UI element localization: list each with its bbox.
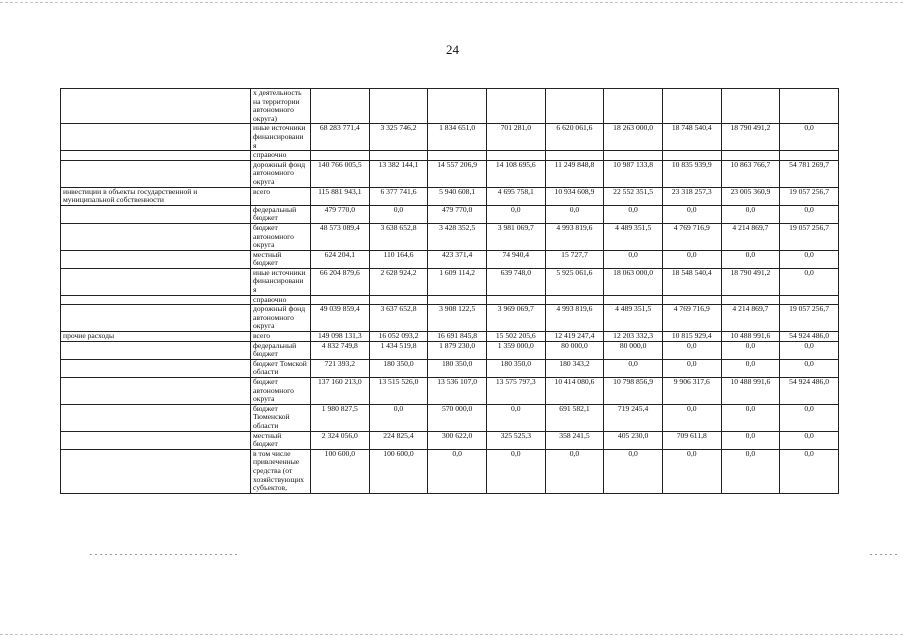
amount-cell: 701 281,0 — [486, 124, 545, 151]
amount-cell: 18 748 540,4 — [662, 124, 721, 151]
amount-cell: 18 263 000,0 — [604, 124, 663, 151]
amount-cell: 0,0 — [721, 359, 780, 377]
amount-cell: 570 000,0 — [428, 404, 487, 431]
amount-cell: 0,0 — [780, 268, 839, 295]
funding-source-cell: иные источники финансировани я — [251, 268, 311, 295]
amount-cell — [428, 295, 487, 305]
amount-cell — [428, 89, 487, 124]
table-row — [61, 268, 839, 295]
table-row — [61, 205, 839, 223]
amount-cell: 18 548 540,4 — [662, 268, 721, 295]
amount-cell: 3 428 352,5 — [428, 223, 487, 250]
amount-cell: 0,0 — [662, 449, 721, 493]
table-row — [61, 305, 839, 332]
amount-cell: 0,0 — [780, 359, 839, 377]
amount-cell — [662, 89, 721, 124]
funding-source-cell: местный бюджет — [251, 431, 311, 449]
funding-source-cell: х деятельность на территории автономного округа) — [251, 89, 311, 124]
amount-cell: 4 769 716,9 — [662, 305, 721, 332]
amount-cell: 10 835 939,9 — [662, 160, 721, 187]
amount-cell: 54 781 269,7 — [780, 160, 839, 187]
scan-dots-right — [870, 554, 898, 555]
table-row — [61, 250, 839, 268]
amount-cell: 325 525,3 — [486, 431, 545, 449]
amount-cell: 137 160 213,0 — [311, 378, 370, 405]
table-row — [61, 359, 839, 377]
amount-cell: 180 350,0 — [369, 359, 428, 377]
amount-cell: 691 582,1 — [545, 404, 604, 431]
funding-source-cell: иные источники финансировани я — [251, 124, 311, 151]
amount-cell: 4 489 351,5 — [604, 305, 663, 332]
amount-cell: 3 325 746,2 — [369, 124, 428, 151]
funding-source-cell: справочно — [251, 295, 311, 305]
section-cell — [61, 205, 251, 223]
section-cell — [61, 151, 251, 161]
table-row — [61, 341, 839, 359]
amount-cell: 10 488 991,6 — [721, 378, 780, 405]
amount-cell: 0,0 — [545, 449, 604, 493]
budget-table — [60, 88, 839, 494]
funding-source-cell: бюджет автономного округа — [251, 378, 311, 405]
amount-cell: 0,0 — [428, 449, 487, 493]
amount-cell: 19 057 256,7 — [780, 223, 839, 250]
amount-cell — [369, 89, 428, 124]
amount-cell: 5 940 608,1 — [428, 187, 487, 205]
section-cell — [61, 223, 251, 250]
amount-cell: 3 981 069,7 — [486, 223, 545, 250]
section-cell — [61, 124, 251, 151]
amount-cell: 0,0 — [780, 449, 839, 493]
amount-cell: 18 790 491,2 — [721, 268, 780, 295]
amount-cell: 1 609 114,2 — [428, 268, 487, 295]
funding-source-cell: в том числе привлеченные средства (от хозяйствующих субъектов, — [251, 449, 311, 493]
amount-cell — [311, 295, 370, 305]
amount-cell: 4 214 869,7 — [721, 305, 780, 332]
funding-source-cell: всего — [251, 332, 311, 342]
amount-cell: 0,0 — [486, 404, 545, 431]
amount-cell: 0,0 — [780, 404, 839, 431]
section-cell — [61, 160, 251, 187]
amount-cell: 0,0 — [721, 449, 780, 493]
amount-cell — [780, 89, 839, 124]
page-number: 24 — [446, 42, 459, 57]
amount-cell: 0,0 — [721, 341, 780, 359]
funding-source-cell: бюджет автономного округа — [251, 223, 311, 250]
amount-cell: 23 005 360,9 — [721, 187, 780, 205]
amount-cell: 0,0 — [662, 341, 721, 359]
amount-cell: 709 611,8 — [662, 431, 721, 449]
table-row — [61, 160, 839, 187]
amount-cell: 358 241,5 — [545, 431, 604, 449]
amount-cell — [486, 295, 545, 305]
amount-cell: 719 245,4 — [604, 404, 663, 431]
amount-cell: 639 748,0 — [486, 268, 545, 295]
amount-cell: 13 536 107,0 — [428, 378, 487, 405]
amount-cell: 423 371,4 — [428, 250, 487, 268]
amount-cell: 9 906 317,6 — [662, 378, 721, 405]
section-cell — [61, 359, 251, 377]
amount-cell: 300 622,0 — [428, 431, 487, 449]
amount-cell: 0,0 — [486, 205, 545, 223]
amount-cell — [662, 151, 721, 161]
section-cell — [61, 305, 251, 332]
amount-cell: 405 230,0 — [604, 431, 663, 449]
section-cell — [61, 431, 251, 449]
table-row — [61, 89, 839, 124]
amount-cell: 16 691 845,8 — [428, 332, 487, 342]
section-cell — [61, 250, 251, 268]
table-row — [61, 124, 839, 151]
amount-cell — [721, 89, 780, 124]
section-cell — [61, 404, 251, 431]
table-row — [61, 151, 839, 161]
amount-cell: 13 515 526,0 — [369, 378, 428, 405]
amount-cell: 0,0 — [780, 431, 839, 449]
amount-cell: 479 770,0 — [428, 205, 487, 223]
amount-cell — [369, 295, 428, 305]
amount-cell — [604, 151, 663, 161]
amount-cell: 110 164,6 — [369, 250, 428, 268]
amount-cell: 18 790 491,2 — [721, 124, 780, 151]
amount-cell: 10 815 929,4 — [662, 332, 721, 342]
amount-cell: 0,0 — [662, 404, 721, 431]
amount-cell: 10 798 856,9 — [604, 378, 663, 405]
table-row — [61, 187, 839, 205]
amount-cell: 0,0 — [780, 341, 839, 359]
funding-source-cell: всего — [251, 187, 311, 205]
amount-cell: 15 502 205,6 — [486, 332, 545, 342]
amount-cell — [545, 89, 604, 124]
funding-source-cell: справочно — [251, 151, 311, 161]
table-row — [61, 404, 839, 431]
amount-cell: 1 359 000,0 — [486, 341, 545, 359]
amount-cell: 100 600,0 — [311, 449, 370, 493]
amount-cell: 4 489 351,5 — [604, 223, 663, 250]
amount-cell: 10 488 991,6 — [721, 332, 780, 342]
amount-cell: 3 637 652,8 — [369, 305, 428, 332]
amount-cell — [604, 89, 663, 124]
top-scan-edge — [0, 2, 905, 3]
amount-cell: 0,0 — [721, 431, 780, 449]
amount-cell: 3 908 122,5 — [428, 305, 487, 332]
scan-dots-left — [90, 554, 240, 555]
amount-cell: 14 557 206,9 — [428, 160, 487, 187]
table-row — [61, 431, 839, 449]
amount-cell — [604, 295, 663, 305]
amount-cell: 624 204,1 — [311, 250, 370, 268]
amount-cell: 0,0 — [721, 250, 780, 268]
amount-cell: 10 414 080,6 — [545, 378, 604, 405]
amount-cell — [486, 89, 545, 124]
amount-cell: 4 993 819,6 — [545, 305, 604, 332]
amount-cell — [721, 295, 780, 305]
amount-cell: 0,0 — [369, 205, 428, 223]
funding-source-cell: бюджет Томской области — [251, 359, 311, 377]
amount-cell: 49 039 859,4 — [311, 305, 370, 332]
amount-cell: 23 318 257,3 — [662, 187, 721, 205]
amount-cell: 0,0 — [486, 449, 545, 493]
amount-cell — [721, 151, 780, 161]
amount-cell: 4 769 716,9 — [662, 223, 721, 250]
amount-cell: 0,0 — [369, 404, 428, 431]
amount-cell: 1 879 230,0 — [428, 341, 487, 359]
table-row — [61, 223, 839, 250]
amount-cell: 479 770,0 — [311, 205, 370, 223]
amount-cell: 18 063 000,0 — [604, 268, 663, 295]
amount-cell: 12 419 247,4 — [545, 332, 604, 342]
amount-cell: 11 249 848,8 — [545, 160, 604, 187]
amount-cell: 6 620 061,6 — [545, 124, 604, 151]
amount-cell — [311, 151, 370, 161]
amount-cell: 0,0 — [780, 124, 839, 151]
table-row — [61, 378, 839, 405]
amount-cell: 48 573 089,4 — [311, 223, 370, 250]
amount-cell: 180 343,2 — [545, 359, 604, 377]
amount-cell: 10 863 766,7 — [721, 160, 780, 187]
amount-cell: 4 214 869,7 — [721, 223, 780, 250]
amount-cell: 180 350,0 — [486, 359, 545, 377]
amount-cell — [428, 151, 487, 161]
funding-source-cell: федеральный бюджет — [251, 341, 311, 359]
funding-source-cell: дорожный фонд автономного округа — [251, 160, 311, 187]
amount-cell: 100 600,0 — [369, 449, 428, 493]
amount-cell: 16 052 093,2 — [369, 332, 428, 342]
amount-cell: 66 204 879,6 — [311, 268, 370, 295]
section-cell — [61, 449, 251, 493]
amount-cell: 3 969 069,7 — [486, 305, 545, 332]
amount-cell: 13 382 144,1 — [369, 160, 428, 187]
funding-source-cell: бюджет Тюменской области — [251, 404, 311, 431]
amount-cell: 0,0 — [545, 205, 604, 223]
amount-cell: 721 393,2 — [311, 359, 370, 377]
amount-cell: 3 638 652,8 — [369, 223, 428, 250]
amount-cell: 6 377 741,6 — [369, 187, 428, 205]
section-cell: прочие расходы — [61, 332, 251, 342]
amount-cell: 80 000,0 — [604, 341, 663, 359]
amount-cell: 0,0 — [780, 205, 839, 223]
amount-cell: 1 980 827,5 — [311, 404, 370, 431]
amount-cell: 2 628 924,2 — [369, 268, 428, 295]
amount-cell: 0,0 — [780, 250, 839, 268]
amount-cell: 0,0 — [721, 404, 780, 431]
amount-cell — [369, 151, 428, 161]
table-row — [61, 332, 839, 342]
amount-cell: 54 924 486,0 — [780, 332, 839, 342]
amount-cell: 1 434 519,8 — [369, 341, 428, 359]
amount-cell — [662, 295, 721, 305]
amount-cell: 15 727,7 — [545, 250, 604, 268]
amount-cell: 0,0 — [662, 205, 721, 223]
bottom-scan-edge — [0, 634, 905, 635]
amount-cell — [311, 89, 370, 124]
section-cell: инвестиции в объекты государственной и муниципальной собственности — [61, 187, 251, 205]
amount-cell — [780, 295, 839, 305]
amount-cell — [545, 151, 604, 161]
amount-cell: 19 057 256,7 — [780, 187, 839, 205]
amount-cell: 1 834 651,0 — [428, 124, 487, 151]
amount-cell — [780, 151, 839, 161]
amount-cell: 180 350,0 — [428, 359, 487, 377]
amount-cell: 10 934 608,9 — [545, 187, 604, 205]
amount-cell: 115 881 943,1 — [311, 187, 370, 205]
amount-cell: 5 925 061,6 — [545, 268, 604, 295]
amount-cell: 149 098 131,3 — [311, 332, 370, 342]
amount-cell: 14 108 695,6 — [486, 160, 545, 187]
funding-source-cell: местный бюджет — [251, 250, 311, 268]
amount-cell: 68 283 771,4 — [311, 124, 370, 151]
amount-cell: 0,0 — [604, 449, 663, 493]
amount-cell: 22 552 351,5 — [604, 187, 663, 205]
amount-cell: 0,0 — [604, 205, 663, 223]
section-cell — [61, 295, 251, 305]
section-cell — [61, 378, 251, 405]
amount-cell: 0,0 — [662, 359, 721, 377]
section-cell — [61, 341, 251, 359]
amount-cell: 74 940,4 — [486, 250, 545, 268]
section-cell — [61, 89, 251, 124]
amount-cell: 0,0 — [604, 359, 663, 377]
amount-cell — [545, 295, 604, 305]
amount-cell: 80 000,0 — [545, 341, 604, 359]
amount-cell: 4 832 749,8 — [311, 341, 370, 359]
amount-cell: 224 825,4 — [369, 431, 428, 449]
amount-cell: 4 993 819,6 — [545, 223, 604, 250]
amount-cell: 4 695 758,1 — [486, 187, 545, 205]
table-row — [61, 295, 839, 305]
amount-cell: 140 766 005,5 — [311, 160, 370, 187]
amount-cell: 0,0 — [662, 250, 721, 268]
amount-cell — [486, 151, 545, 161]
amount-cell: 10 987 133,8 — [604, 160, 663, 187]
amount-cell: 13 575 797,3 — [486, 378, 545, 405]
funding-source-cell: дорожный фонд автономного округа — [251, 305, 311, 332]
section-cell — [61, 268, 251, 295]
table-row — [61, 449, 839, 493]
amount-cell: 0,0 — [721, 205, 780, 223]
amount-cell: 19 057 256,7 — [780, 305, 839, 332]
amount-cell: 0,0 — [604, 250, 663, 268]
funding-source-cell: федеральный бюджет — [251, 205, 311, 223]
amount-cell: 54 924 486,0 — [780, 378, 839, 405]
amount-cell: 2 324 056,0 — [311, 431, 370, 449]
amount-cell: 12 203 332,3 — [604, 332, 663, 342]
